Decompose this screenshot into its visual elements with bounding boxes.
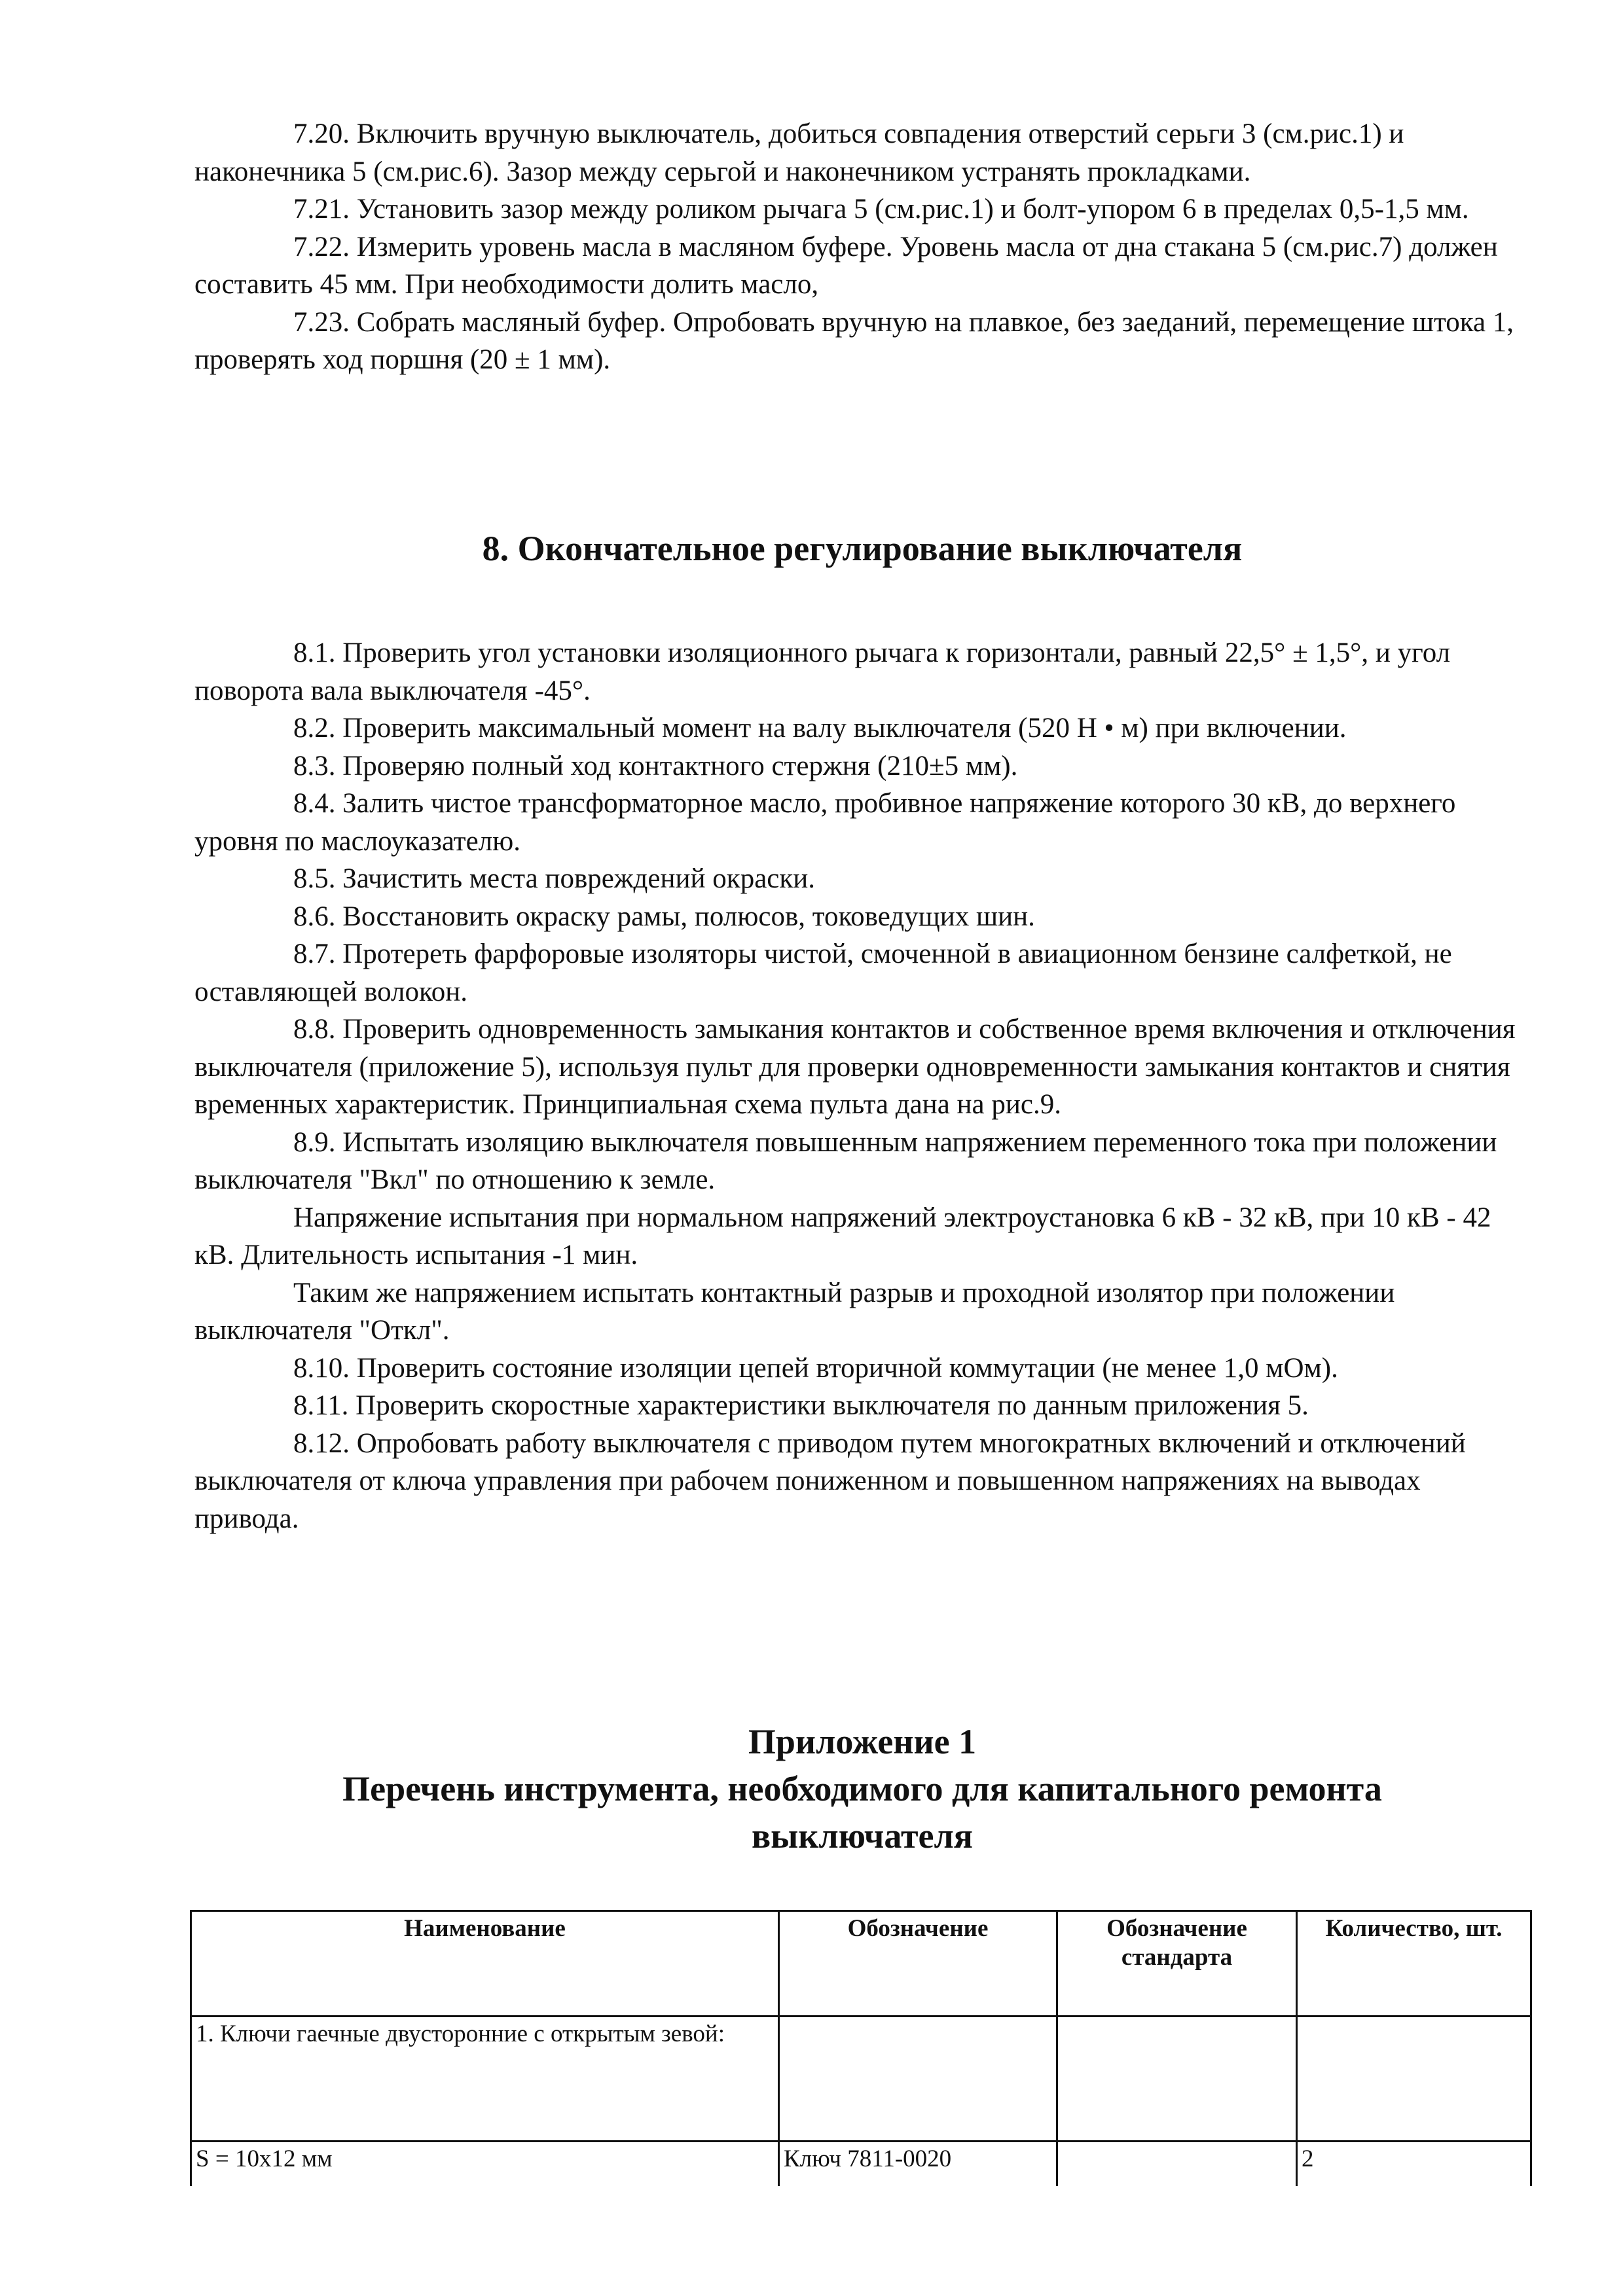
cell-standard: [1057, 2017, 1297, 2142]
paragraph-8-8: 8.8. Проверить одновременность замыкания контактов и собственное время включения и отключения выключателя (приложение 5), используя пульт для проверки одновременности замыкания контактов и снятия временных характеристик. Принципиальная схема пульта дана на рис.9.: [194, 1014, 1516, 1120]
paragraph-test-voltage: Напряжение испытания при нормальном напряжений электроустановка 6 кВ - 32 кВ, при 10 кВ - 42 кВ. Длительность испытания -1 мин.: [194, 1202, 1491, 1270]
tools-table: [190, 1910, 1532, 2228]
paragraph-8-3: 8.3. Проверяю полный ход контактного стержня (210±5 мм).: [293, 750, 1018, 781]
paragraph-7-21: 7.21. Установить зазор между роликом рычага 5 (см.рис.1) и болт-упором 6 в пределах 0,5-1,5 мм.: [293, 194, 1469, 224]
paragraph-8-1: 8.1. Проверить угол установки изоляционного рычага к горизонтали, равный 22,5° ± 1,5°, и угол поворота вала выключателя -45°.: [194, 637, 1451, 706]
paragraph-8-12: 8.12. Опробовать работу выключателя с приводом путем многократных включений и отключений выключателя от ключа управления при рабочем пониженном и повышенном напряжениях на выводах привода.: [194, 1427, 1466, 1534]
paragraph-8-4: 8.4. Залить чистое трансформаторное масло, пробивное напряжение которого 30 кВ, до верхнего уровня по маслоуказателю.: [194, 788, 1456, 857]
header-quantity: Количество, шт.: [1297, 1911, 1531, 2017]
section-7-text: [194, 115, 1530, 379]
paragraph-7-23: 7.23. Собрать масляный буфер. Опробовать вручную на плавкое, без заеданий, перемещение штока 1, проверять ход поршня (20 ± 1 мм).: [194, 306, 1514, 375]
paragraph-8-6: 8.6. Восстановить окраску рамы, полюсов, токоведущих шин.: [293, 901, 1035, 932]
paragraph-8-5: 8.5. Зачистить места повреждений окраски.: [293, 863, 816, 894]
cell-quantity: 2: [1297, 2142, 1531, 2227]
paragraph-8-10: 8.10. Проверить состояние изоляции цепей вторичной коммутации (не менее 1,0 мОм).: [293, 1352, 1338, 1384]
appendix-title: Приложение 1: [748, 1722, 977, 1761]
cell-name: 1. Ключи гаечные двусторонние с открытым зевой:: [191, 2017, 779, 2142]
page-bottom-margin: [0, 2186, 1623, 2296]
paragraph-contact-gap: Таким же напряжением испытать контактный разрыв и проходной изолятор при положении выключателя "Откл".: [194, 1277, 1395, 1346]
header-name: Наименование: [191, 1911, 779, 2017]
paragraph-8-11: 8.11. Проверить скоростные характеристики выключателя по данным приложения 5.: [293, 1390, 1309, 1421]
paragraph-8-9: 8.9. Испытать изоляцию выключателя повышенным напряжением переменного тока при положении выключателя "Вкл" по отношению к земле.: [194, 1126, 1497, 1195]
paragraph-7-20: 7.20. Включить вручную выключатель, добиться совпадения отверстий серьги 3 (см.рис.1) и наконечника 5 (см.рис.6). Зазор между серьгой и наконечником устранять прокладками.: [194, 118, 1404, 187]
paragraph-8-2: 8.2. Проверить максимальный момент на валу выключателя (520 Н • м) при включении.: [293, 713, 1347, 744]
table-header-row: [191, 1911, 1531, 2017]
section-8-heading: 8. Окончательное регулирование выключателя: [482, 529, 1243, 568]
appendix-subtitle-line1: Перечень инструмента, необходимого для капитального ремонта: [342, 1769, 1382, 1808]
cell-name: S = 10х12 мм: [191, 2142, 779, 2227]
appendix-subtitle-line2: выключателя: [751, 1816, 973, 1856]
cell-designation: [779, 2017, 1057, 2142]
cell-quantity: [1297, 2017, 1531, 2142]
paragraph-7-22: 7.22. Измерить уровень масла в масляном буфере. Уровень масла от дна стакана 5 (см.рис.7) должен составить 45 мм. При необходимости долить масло,: [194, 231, 1498, 300]
table-row: [191, 2017, 1531, 2142]
header-standard: Обозначение стандарта: [1057, 1911, 1297, 2017]
section-8-text: [194, 634, 1530, 1537]
header-designation: Обозначение: [779, 1911, 1057, 2017]
paragraph-8-7: 8.7. Протереть фарфоровые изоляторы чистой, смоченной в авиационном бензине салфеткой, не оставляющей волокон.: [194, 939, 1452, 1007]
cell-designation: Ключ 7811-0020: [779, 2142, 1057, 2227]
